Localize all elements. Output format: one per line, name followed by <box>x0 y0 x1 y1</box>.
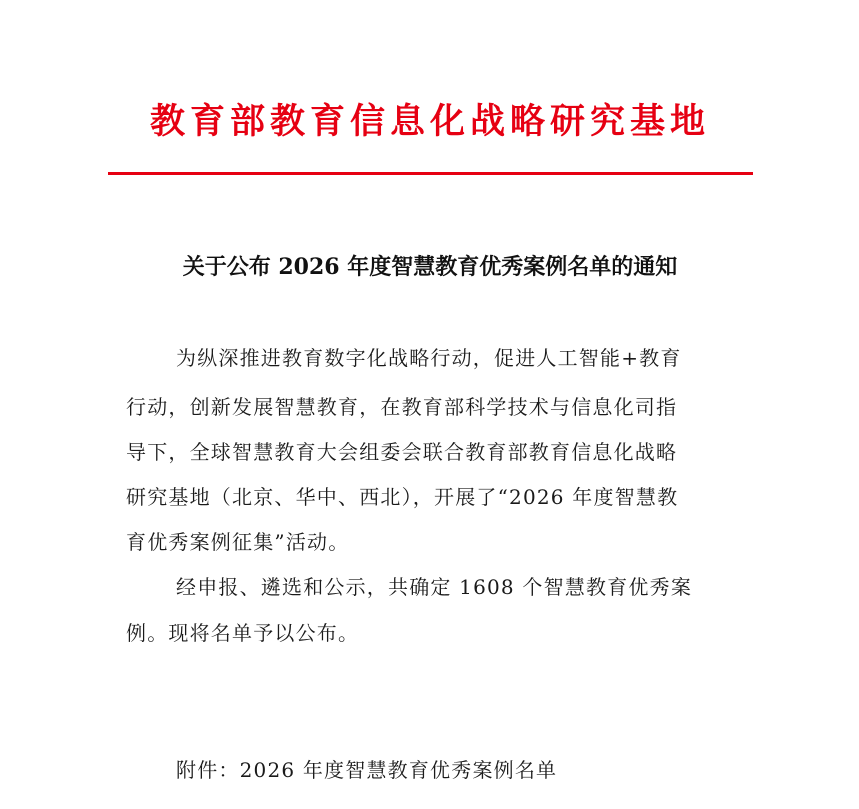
paragraph-1-line-3: 导下，全球智慧教育大会组委会联合教育部教育信息化战略 <box>126 440 678 464</box>
paragraph-2-line-1: 经申报、遴选和公示，共确定 1608 个智慧教育优秀案 <box>176 575 693 599</box>
paragraph-1-line-2: 行动，创新发展智慧教育，在教育部科学技术与信息化司指 <box>126 395 678 419</box>
paragraph-1-line-5: 育优秀案例征集”活动。 <box>126 530 350 554</box>
attachment-line: 附件：2026 年度智慧教育优秀案例名单 <box>176 758 558 782</box>
paragraph-1-line-1: 为纵深推进教育数字化战略行动，促进人工智能+教育 <box>176 346 682 370</box>
notice-title: 关于公布 2026 年度智慧教育优秀案例名单的通知 <box>182 254 678 280</box>
paragraph-2-line-2: 例。现将名单予以公布。 <box>126 621 360 645</box>
institution-header-title: 教育部教育信息化战略研究基地 <box>149 101 710 142</box>
header-red-rule <box>108 172 753 175</box>
paragraph-1-line-4: 研究基地（北京、华中、西北），开展了“2026 年度智慧教 <box>126 485 679 509</box>
